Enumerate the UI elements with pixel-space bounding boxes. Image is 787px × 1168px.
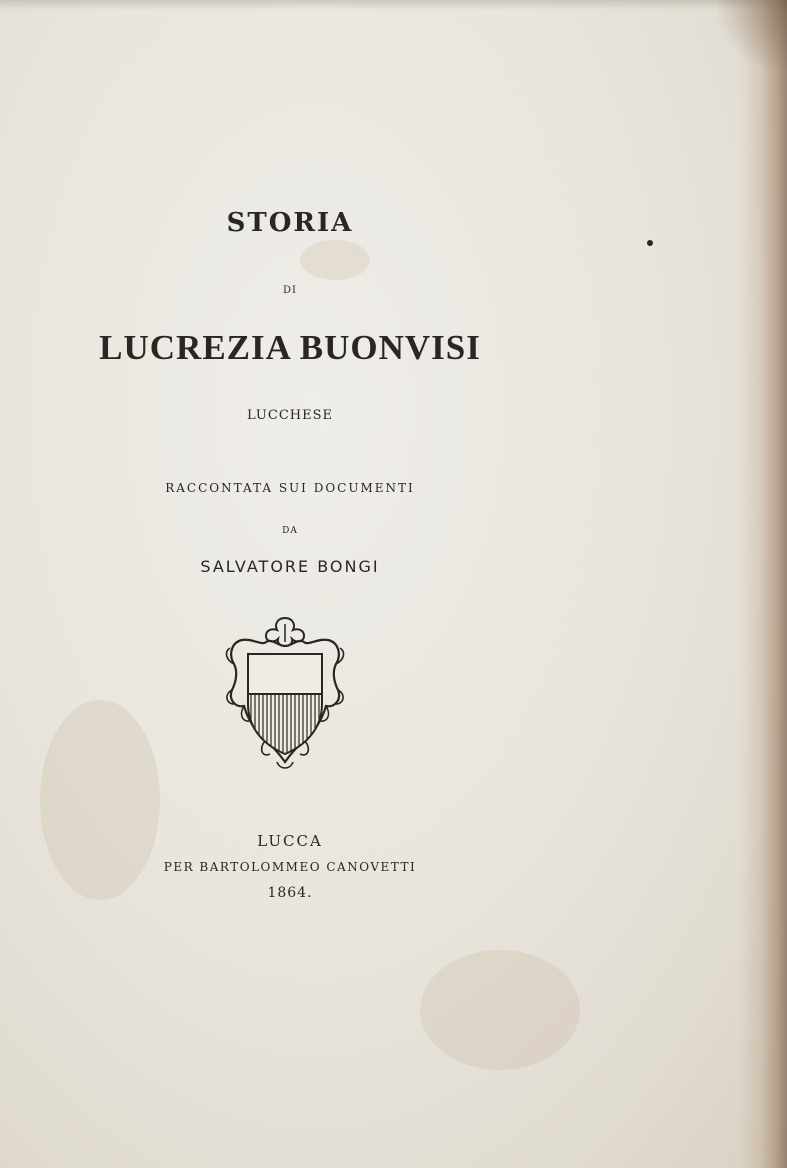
title-by: DA	[282, 526, 298, 536]
imprint-publisher: PER BARTOLOMMEO CANOVETTI	[163, 860, 417, 874]
page-right-edge	[739, 0, 787, 1168]
imprint-city: LUCCA	[257, 832, 323, 850]
title-subtitle: RACCONTATA SUI DOCUMENTI	[165, 481, 415, 495]
coat-of-arms-icon	[222, 612, 348, 780]
imprint-year: 1864.	[267, 885, 313, 901]
title-preposition: DI	[283, 285, 297, 296]
title-subject-name: LUCREZIA BUONVISI	[99, 328, 481, 367]
ink-speck	[647, 240, 653, 246]
paper-stain	[420, 950, 580, 1070]
page-top-edge	[0, 0, 787, 10]
title-heading: STORIA	[226, 208, 354, 238]
paper-stain	[300, 240, 370, 280]
title-origin: LUCCHESE	[247, 408, 333, 423]
worn-corner	[717, 0, 787, 70]
author-name: SALVATORE BONGI	[200, 557, 380, 576]
